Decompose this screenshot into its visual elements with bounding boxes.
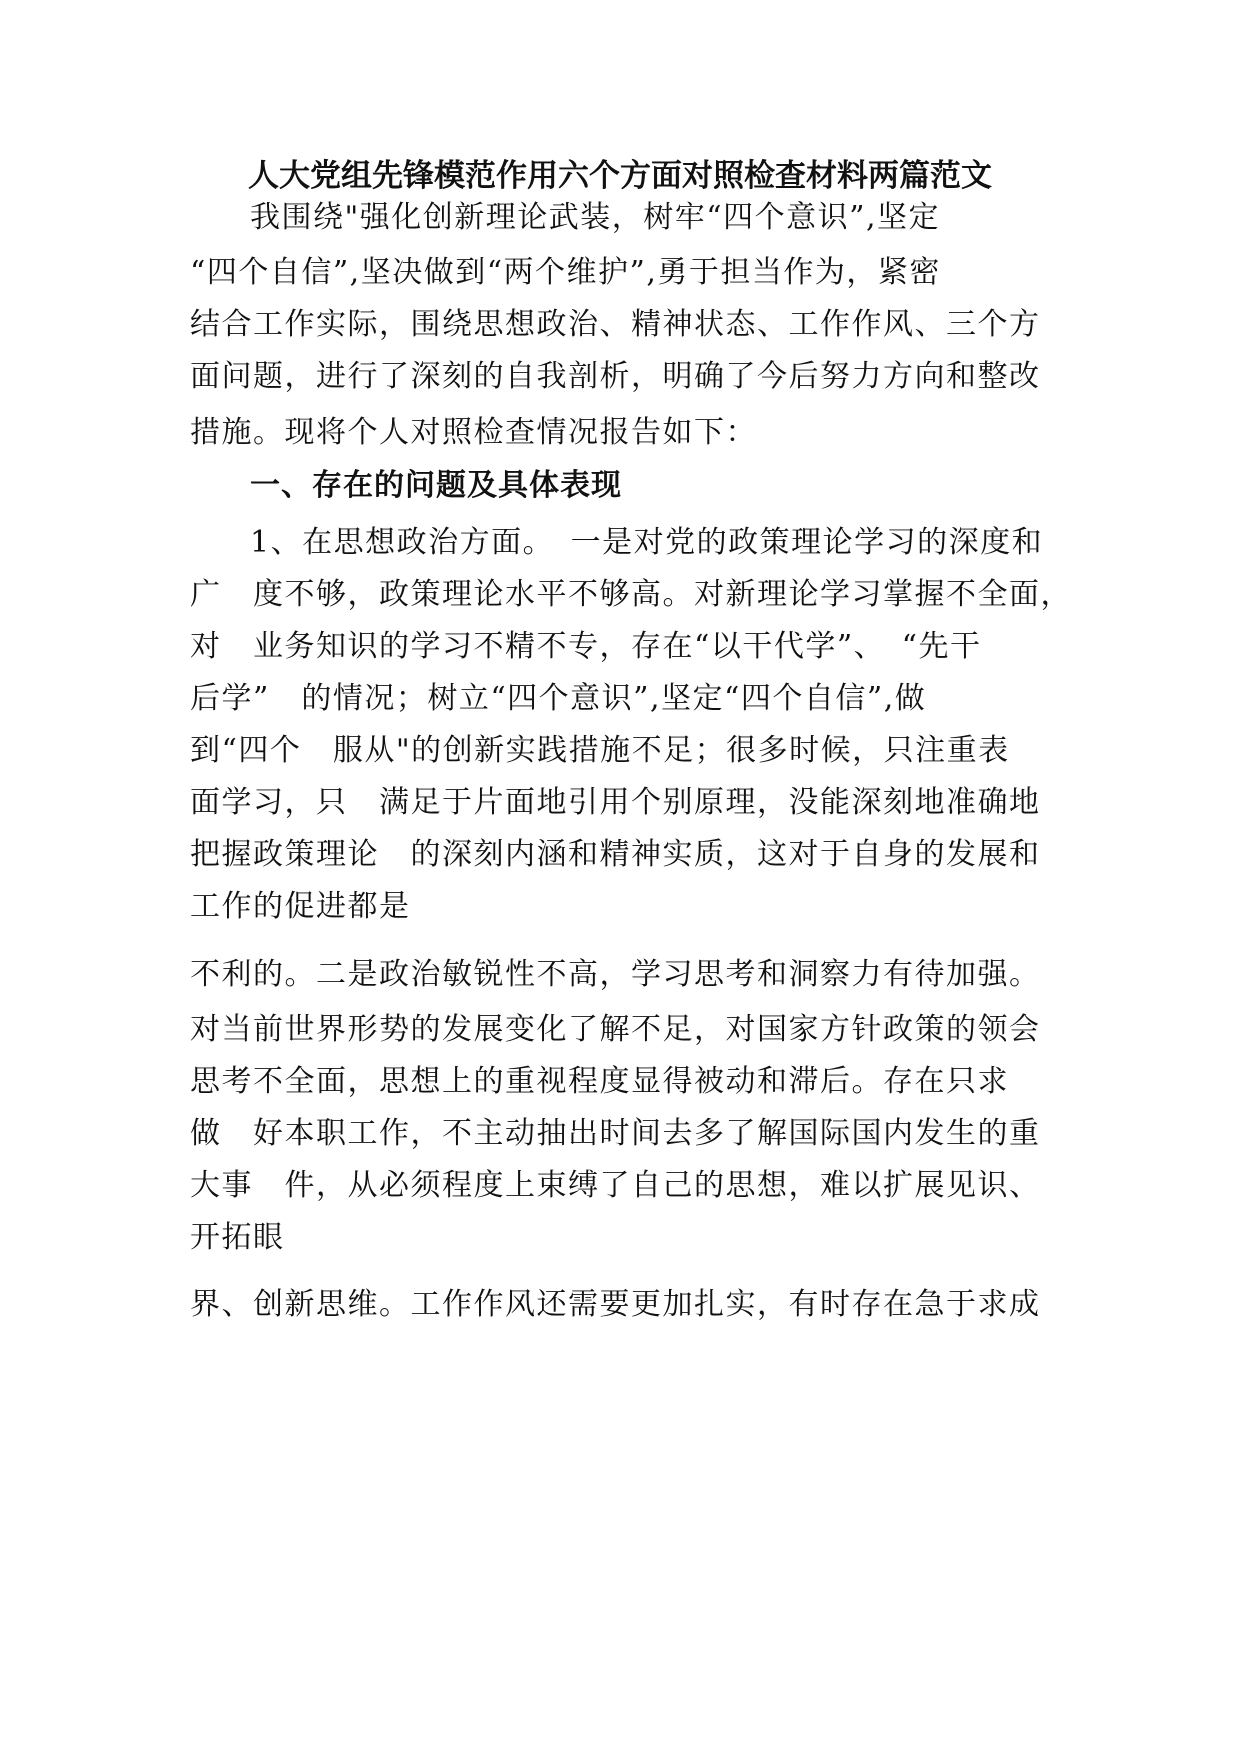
document-title: 人大党组先锋模范作用六个方面对照检查材料两篇范文 (248, 158, 992, 194)
body-line-10: 对当前世界形势的发展变化了解不足，对国家方针政策的领会 (190, 1012, 1041, 1047)
body-line-5: 到“四个 服从"的创新实践措施不足；很多时候，只注重表 (190, 733, 1010, 768)
body-line-6: 面学习，只 满足于片面地引用个别原理，没能深刻地准确地 (190, 785, 1041, 820)
body-line-12: 做 好本职工作，不主动抽出时间去多了解国际国内发生的重 (190, 1116, 1041, 1151)
intro-line-3: 结合工作实际，围绕思想政治、精神状态、工作作风、三个方 (190, 307, 1041, 342)
body-line-2: 广 度不够，政策理论水平不够高。对新理论学习掌握不全面， (190, 577, 1072, 612)
intro-line-4: 面问题，进行了深刻的自我剖析，明确了今后努力方向和整改 (190, 359, 1041, 394)
intro-line-5: 措施。现将个人对照检查情况报告如下： (190, 415, 757, 450)
body-line-11: 思考不全面，思想上的重视程度显得被动和滞后。存在只求 (190, 1064, 1009, 1099)
body-line-4: 后学” 的情况；树立“四个意识”,坚定“四个自信”,做 (190, 681, 927, 716)
intro-line-1: 我围绕"强化创新理论武装，树牢“四个意识”,坚定 (250, 200, 941, 235)
section-heading: 一、存在的问题及具体表现 (250, 468, 622, 503)
body-line-7: 把握政策理论 的深刻内涵和精神实质，这对于自身的发展和 (190, 837, 1041, 872)
intro-line-2: “四个自信”,坚决做到“两个维护”,勇于担当作为，紧密 (190, 255, 941, 290)
body-line-8: 工作的促进都是 (190, 889, 411, 924)
body-line-14: 开拓眼 (190, 1220, 285, 1255)
body-line-9: 不利的。二是政治敏锐性不高，学习思考和洞察力有待加强。 (190, 957, 1041, 992)
body-line-15: 界、创新思维。工作作风还需要更加扎实，有时存在急于求成 (190, 1287, 1041, 1322)
body-line-3: 对 业务知识的学习不精不专，存在“以干代学”、 “先干 (190, 629, 982, 664)
body-line-1: 1、在思想政治方面。 一是对党的政策理论学习的深度和 (250, 525, 1044, 560)
body-line-13: 大事 件，从必须程度上束缚了自己的思想，难以扩展见识、 (190, 1168, 1041, 1203)
